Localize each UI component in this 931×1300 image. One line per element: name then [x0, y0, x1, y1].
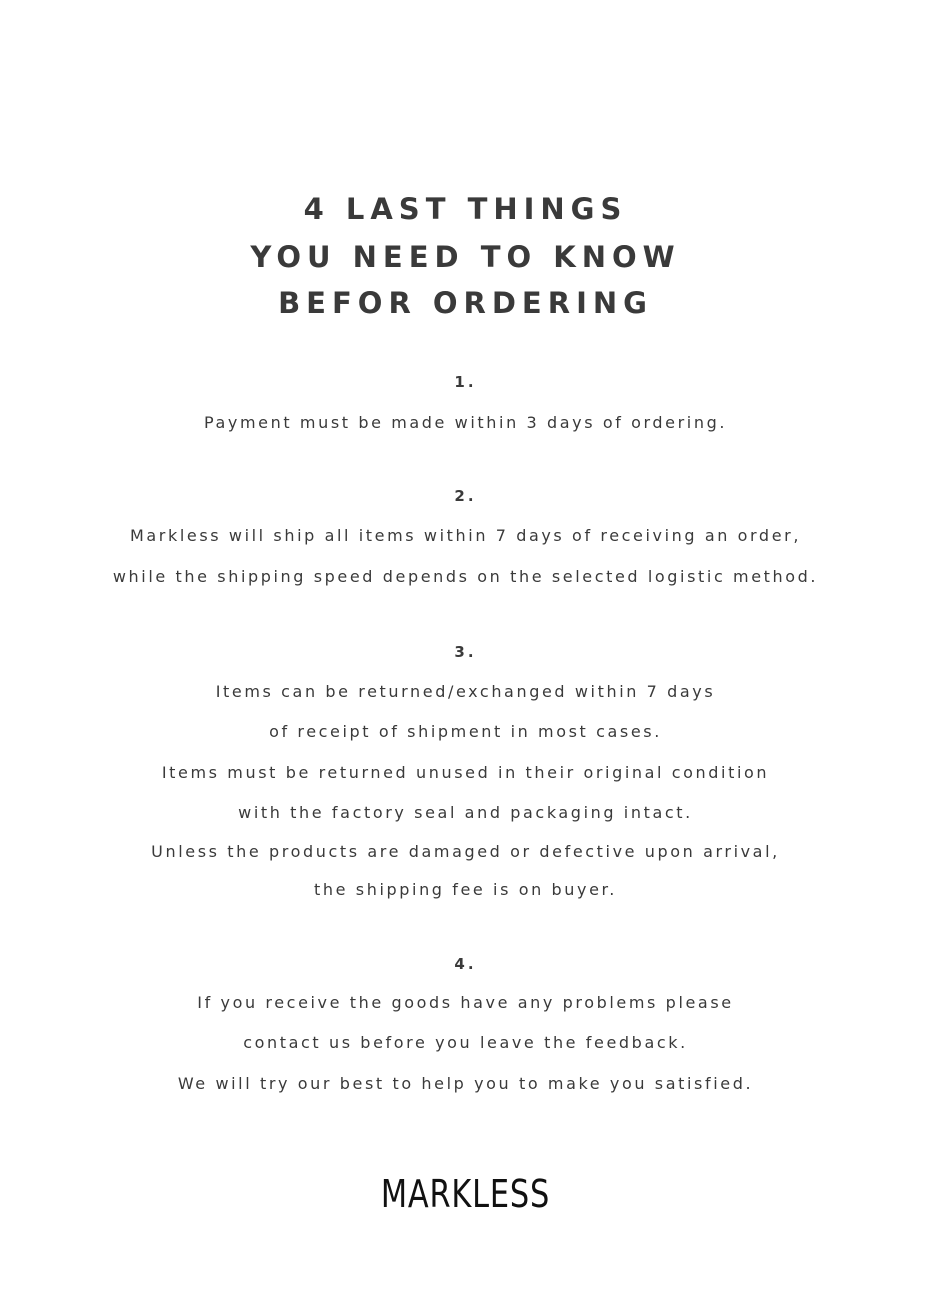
page-title-line-1: 4 LAST THINGS [303, 192, 628, 226]
section-3-line-1: Items can be returned/exchanged within 7 days [215, 682, 716, 701]
section-4-line-2: contact us before you leave the feedback. [243, 1033, 688, 1052]
section-4-line-1: If you receive the goods have any problems please [197, 993, 734, 1012]
section-3-number: 3. [454, 643, 477, 661]
brand-logo: MARKLESS [380, 1172, 551, 1216]
section-1-line-1: Payment must be made within 3 days of ordering. [203, 413, 728, 432]
section-3-line-5: Unless the products are damaged or defective upon arrival, [151, 842, 780, 861]
section-2-number: 2. [454, 487, 477, 505]
page-title-line-2: YOU NEED TO KNOW [250, 240, 681, 274]
section-3-line-6: the shipping fee is on buyer. [314, 880, 617, 899]
section-3-line-3: Items must be returned unused in their original condition [161, 763, 770, 782]
section-1-number: 1. [454, 373, 477, 391]
section-2-line-2: while the shipping speed depends on the selected logistic method. [112, 567, 819, 586]
section-2-line-1: Markless will ship all items within 7 days of receiving an order, [130, 526, 801, 545]
section-4-number: 4. [454, 955, 477, 973]
section-4-line-3: We will try our best to help you to make you satisfied. [177, 1074, 754, 1093]
section-3-line-4: with the factory seal and packaging intact. [238, 803, 693, 822]
page-title-line-3: BEFOR ORDERING [278, 286, 653, 320]
section-3-line-2: of receipt of shipment in most cases. [269, 722, 662, 741]
